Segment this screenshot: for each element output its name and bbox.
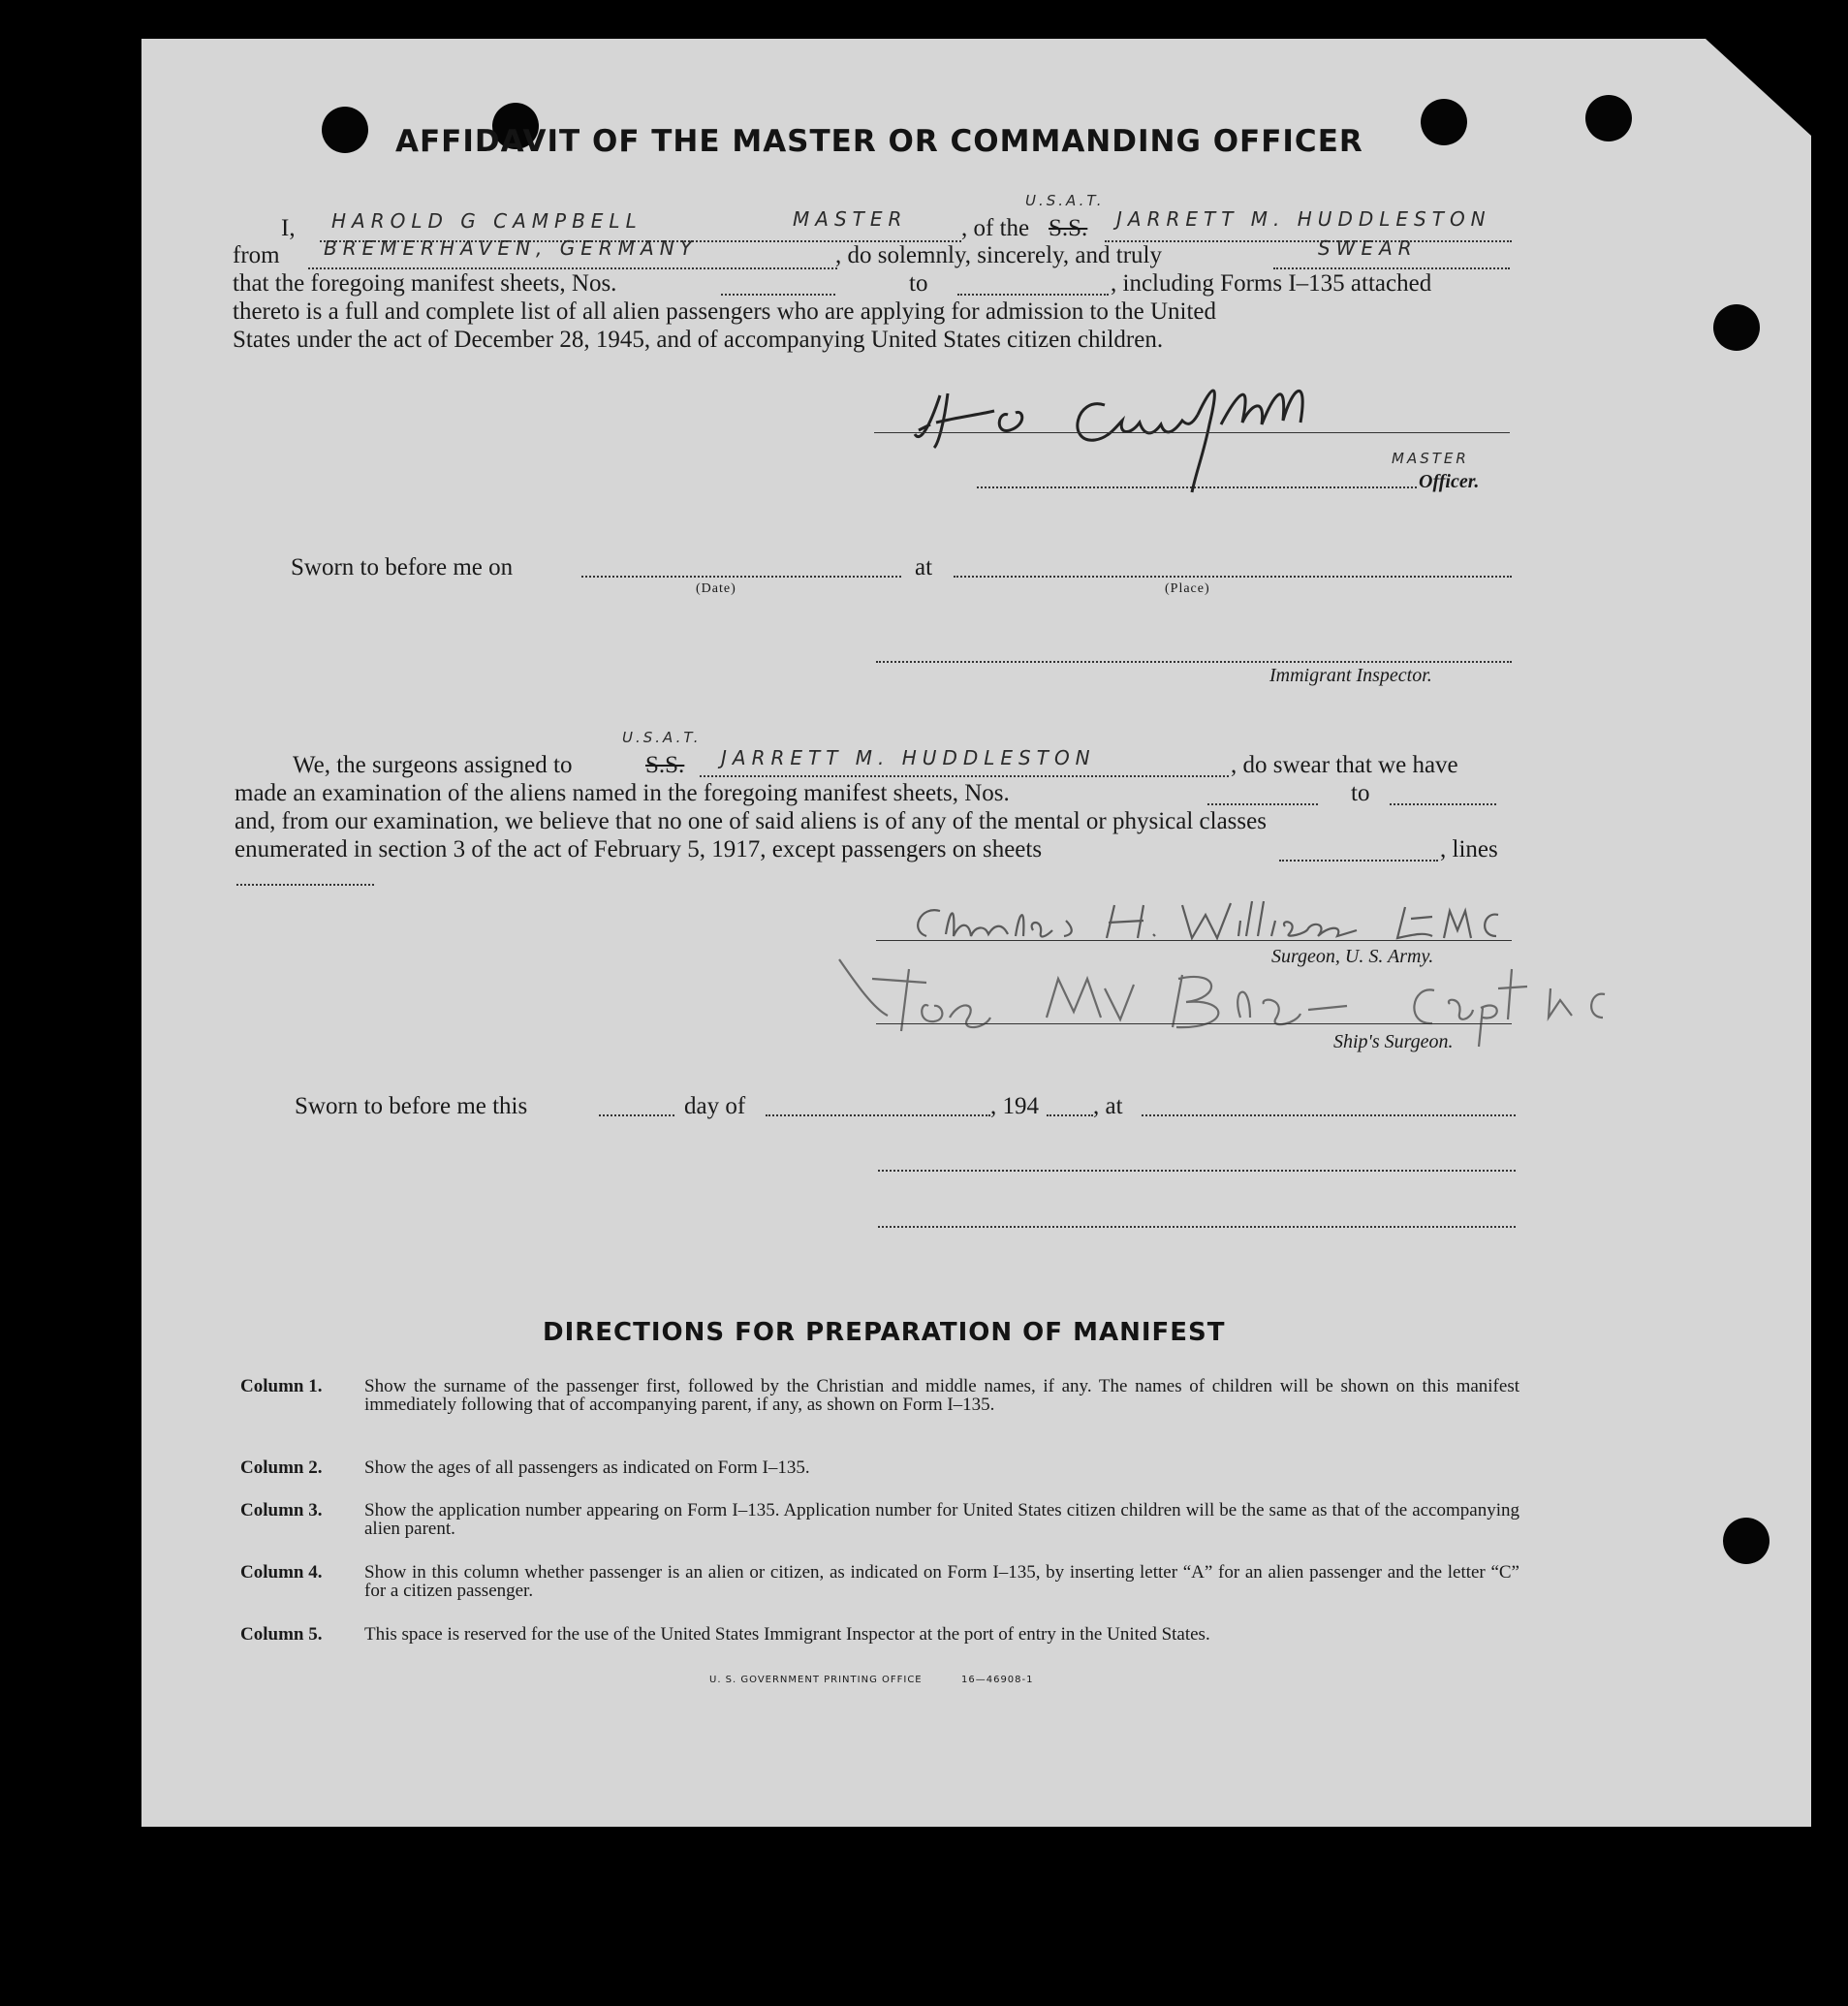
port-handwritten: BREMERHAVEN, GERMANY [324,236,698,260]
punch-hole [1585,95,1632,141]
text-section-3: enumerated in section 3 of the act of February 5, 1917, except passengers on sheets [235,836,1043,862]
ship-name-line [1105,240,1512,242]
sworn-this-text: Sworn to before me this [295,1093,528,1119]
column-1-label: Column 1. [240,1376,323,1396]
column-4-text: Show in this column whether passenger is an alien or citizen, as indicated on Form I–135, by inserting letter “A” for an alien passenger and the letter “C” for a citizen passenger. [364,1562,1519,1601]
ss-struck-text: S.S. [1049,215,1088,241]
army-surgeon-label: Surgeon, U. S. Army. [1271,946,1434,967]
text-day-of: day of [684,1093,746,1119]
date-caption: (Date) [696,581,736,596]
sworn-day-line [599,1114,674,1116]
lines-line [236,884,374,886]
directions-title: DIRECTIONS FOR PREPARATION OF MANIFEST [543,1318,1226,1347]
text-do-swear: , do swear that we have [1231,752,1458,778]
surgeons-ship-line [700,775,1229,777]
master-rank-handwritten: MASTER [793,207,908,231]
punch-hole [1421,99,1467,145]
sheets-line [1279,860,1438,862]
oath-handwritten: SWEAR [1318,236,1418,260]
text-at-2: , at [1093,1093,1123,1119]
ss-struck-text-2: S.S. [645,752,685,778]
ship-surgeon-signature [833,950,1628,1056]
text-to-2: to [1351,780,1370,806]
column-5-label: Column 5. [240,1624,323,1645]
column-3-text: Show the application number appearing on Form I–135. Application number for United States citizen children will be the same as that of the accompanying alien parent. [364,1500,1519,1539]
punch-hole [1713,304,1760,351]
surgeons-nos-to-line [1390,803,1496,805]
sworn-before-text: Sworn to before me on [291,554,514,580]
column-1-text: Show the surname of the passenger first, followed by the Christian and middle names, if any. The names of children will be shown on this manifest immediately following that of accompanying parent, if any, as shown on Form I–135. [364,1376,1519,1415]
ship-surgeon-label: Ship's Surgeon. [1333,1031,1454,1052]
text-year: , 194 [990,1093,1039,1119]
nos-to-line [957,294,1109,296]
sworn-place-line [954,576,1512,578]
column-2-text: Show the ages of all passengers as indicated on Form I–135. [364,1457,810,1478]
sworn-signature-line-2 [878,1226,1516,1228]
ship-name-handwritten: JARRETT M. HUDDLESTON [1116,207,1491,231]
usat-handwritten-2: U.S.A.T. [622,729,702,746]
text-of-the: , of the [961,215,1030,241]
officer-title-handwritten: MASTER [1392,450,1469,467]
sworn-place-line-2 [1142,1114,1516,1116]
text-including-forms: , including Forms I–135 attached [1111,270,1432,297]
text-examination: made an examination of the aliens named in the foregoing manifest sheets, Nos. [235,780,1010,806]
text-full-list: thereto is a full and complete list of all alien passengers who are applying for admission to the United [233,298,1217,325]
punch-hole [1723,1518,1770,1564]
form-code: 16—46908-1 [961,1675,1034,1685]
port-line [308,267,837,269]
affidavit-title: AFFIDAVIT OF THE MASTER OR COMMANDING OFFICER [395,124,1363,159]
sworn-month-line [766,1114,990,1116]
text-at: at [915,554,933,580]
text-act-1945: States under the act of December 28, 1945, and of accompanying United States citizen children. [233,327,1164,353]
surgeons-ship-handwritten: JARRETT M. HUDDLESTON [721,746,1096,769]
sworn-year-line [1047,1114,1093,1116]
master-signature-line [874,432,1510,433]
punch-hole [322,107,368,153]
usat-handwritten: U.S.A.T. [1025,192,1105,209]
text-i: I, [281,215,296,241]
text-solemnly: , do solemnly, sincerely, and truly [835,242,1162,268]
officer-label: Officer. [1419,471,1480,492]
sworn-date-line [581,576,901,578]
text-manifest-nos: that the foregoing manifest sheets, Nos. [233,270,617,297]
text-from: from [233,242,280,268]
column-4-label: Column 4. [240,1562,323,1583]
text-surgeons-assigned: We, the surgeons assigned to [293,752,573,778]
nos-from-line [721,294,835,296]
text-to: to [909,270,928,297]
army-surgeon-line [876,940,1512,941]
inspector-signature-line [876,661,1512,663]
ship-surgeon-line [876,1023,1512,1024]
inspector-label: Immigrant Inspector. [1269,665,1432,686]
column-5-text: This space is reserved for the use of the United States Immigrant Inspector at the port of entry in the United States. [364,1624,1210,1645]
column-3-label: Column 3. [240,1500,323,1520]
text-no-one: and, from our examination, we believe that no one of said aliens is of any of the mental or physical classes [235,808,1267,834]
sworn-signature-line-1 [878,1170,1516,1172]
place-caption: (Place) [1165,581,1210,596]
master-name-handwritten: HAROLD G CAMPBELL [331,209,642,233]
surgeons-nos-from-line [1207,803,1318,805]
officer-line [977,486,1417,488]
column-2-label: Column 2. [240,1457,323,1478]
oath-line [1273,267,1510,269]
printer-imprint: U. S. GOVERNMENT PRINTING OFFICE [709,1675,923,1685]
text-lines: , lines [1440,836,1498,862]
master-signature [901,366,1405,502]
